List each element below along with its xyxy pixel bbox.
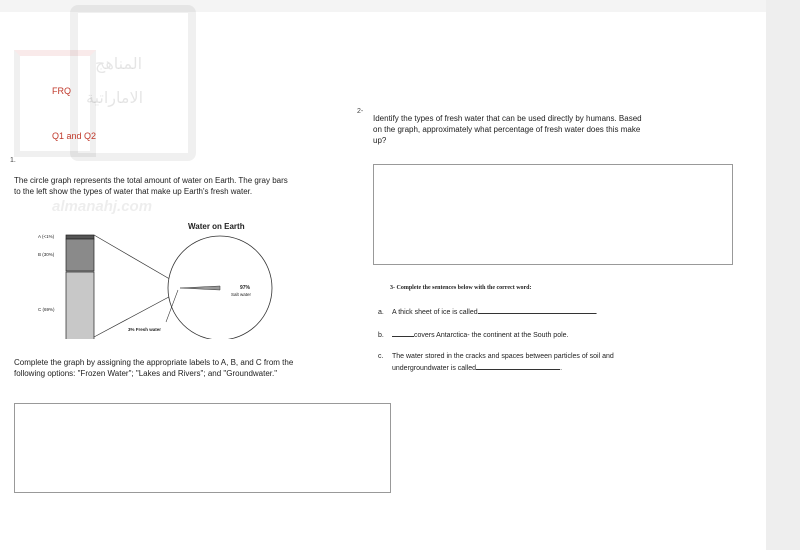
page-right-margin <box>766 0 800 550</box>
sentence-b-label: b. <box>378 332 384 339</box>
question-2-text: Identify the types of fresh water that can be used directly by humans. Based on the graph, approximately what percentage of fresh water does this make up? <box>373 114 642 145</box>
bar-label-a: A (<1%) <box>38 234 55 239</box>
watermark-arabic-line1: المناهج <box>95 54 143 73</box>
questions-label: Q1 and Q2 <box>52 131 97 141</box>
question-1-number: 1. <box>10 157 16 164</box>
salt-label: Salt water <box>231 292 252 297</box>
figure-title: Water on Earth <box>188 222 245 231</box>
answer-box-q2[interactable] <box>373 164 733 265</box>
water-on-earth-figure <box>30 219 290 339</box>
sentence-c-text: The water stored in the cracks and spaces between particles of soil and undergroundwater is called <box>392 353 614 372</box>
bar-b <box>66 239 94 271</box>
bar-label-b: B (30%) <box>38 252 55 257</box>
sentence-b <box>378 329 568 341</box>
bar-a <box>66 235 94 239</box>
sentence-a <box>378 306 598 318</box>
salt-pct: 97% <box>240 285 251 291</box>
sentence-a-end: . <box>595 309 598 316</box>
frq-label: FRQ <box>52 86 71 96</box>
sentence-c-blank[interactable] <box>476 362 563 372</box>
sentence-c <box>378 351 668 374</box>
question-2-number: 2- <box>357 108 364 115</box>
question-1-intro: The circle graph represents the total amount of water on Earth. The gray bars to the left show the types of water that make up Earth's fresh water. <box>14 176 288 196</box>
sentence-c-label: c. <box>378 353 384 360</box>
sentence-a-label: a. <box>378 309 384 316</box>
watermark-arabic-line2: الاماراتية <box>86 88 144 107</box>
question-3-title: 3- Complete the sentences below with the correct word: <box>390 285 532 291</box>
bar-c <box>66 272 94 339</box>
connector-top <box>94 235 180 285</box>
sentence-b-blank[interactable] <box>392 329 414 337</box>
question-1-instruction: Complete the graph by assigning the appropriate labels to A, B, and C from the following options: "Frozen Water"; "Lakes and Rivers"; and "Groundwater." <box>14 358 294 378</box>
sentence-c-end: . <box>560 365 563 372</box>
answer-box-q1[interactable] <box>14 403 391 493</box>
sentence-b-text: covers Antarctica- the continent at the South pole. <box>414 332 569 339</box>
sentence-a-blank[interactable] <box>478 306 596 314</box>
fresh-label: 3% Fresh water <box>128 327 162 332</box>
bar-label-c: C (69%) <box>38 307 55 312</box>
sentence-a-text: A thick sheet of ice is called <box>392 309 478 316</box>
watermark-site: almanahj.com <box>52 198 153 215</box>
